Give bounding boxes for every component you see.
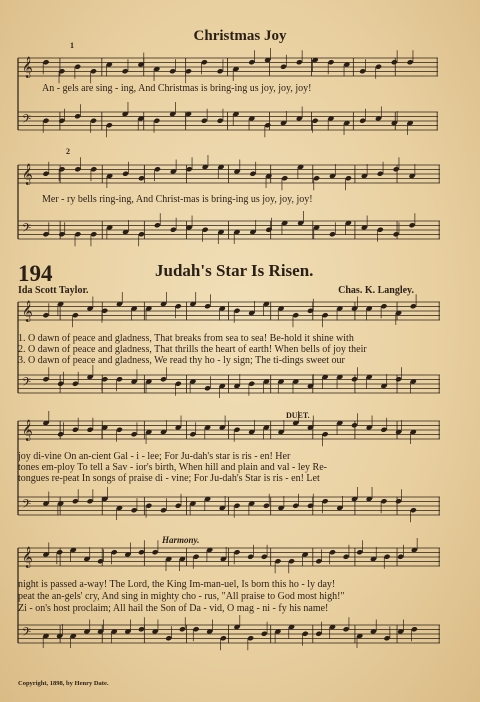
verse-marker-1: 1	[70, 41, 74, 50]
treble-clef-icon: 𝄞	[22, 301, 33, 322]
treble-clef-icon: 𝄞	[22, 164, 33, 185]
bass-clef-icon: 𝄢	[22, 376, 32, 392]
duet-label: DUET.	[286, 411, 310, 420]
lyric-line: 2. O dawn of peace and gladness, That thrills the heart of earth! When bells of joy their	[18, 344, 367, 355]
lyric-line: tones em-ploy To tell a Sav - ior's birth, When hill and plain and val - ley Re-	[18, 462, 327, 473]
treble-clef-icon: 𝄞	[22, 547, 33, 568]
hymn-title-christmas-joy: Christmas Joy	[193, 28, 287, 44]
bass-clef-icon: 𝄢	[22, 626, 32, 642]
lyric-line: Mer - ry bells ring-ing, And Christ-mas is bring-ing us joy, joy, joy!	[42, 194, 313, 205]
treble-clef-icon: 𝄞	[22, 57, 33, 78]
harmony-label: Harmony.	[162, 535, 200, 545]
hymn-number: 194	[18, 261, 53, 286]
lyric-line: peat the an-gels' cry, And sing in mighty cho - rus, "All praise to God most high!"	[18, 591, 345, 602]
lyric-line: night is passed a-way! The Lord, the King Im-man-uel, Is born this ho - ly day!	[18, 579, 336, 590]
lyric-line: joy di-vine On an-cient Gal - i - lee; For Ju-dah's star is ris - en! Her	[18, 451, 291, 462]
lyric-line: 3. O dawn of peace and gladness, We read thy ho - ly sign; The ti-dings sweet our	[18, 355, 345, 366]
copyright-notice: Copyright, 1898, by Henry Date.	[18, 680, 109, 687]
lyric-line: An - gels are sing - ing, And Christmas is bring-ing us joy, joy, joy!	[42, 83, 312, 94]
composer-credit: Chas. K. Langley.	[338, 285, 414, 296]
author-credit: Ida Scott Taylor.	[18, 285, 89, 296]
verse-marker-2: 2	[66, 147, 70, 156]
bass-clef-icon: 𝄢	[22, 222, 32, 238]
lyric-line: 1. O dawn of peace and gladness, That breaks from sea to sea! Be-hold it shine with	[18, 333, 354, 344]
lyric-line: Zi - on's host proclaim; All hail the Son of Da - vid, O mag - ni - fy his name!	[18, 603, 329, 614]
lyric-line: tongues re-peat In songs of praise di - vine; For Ju-dah's Star is ris - en! Let	[18, 473, 320, 484]
treble-clef-icon: 𝄞	[22, 420, 33, 441]
hymn-title-judahs-star: Judah's Star Is Risen.	[155, 261, 314, 280]
bass-clef-icon: 𝄢	[22, 498, 32, 514]
bass-clef-icon: 𝄢	[22, 113, 32, 129]
